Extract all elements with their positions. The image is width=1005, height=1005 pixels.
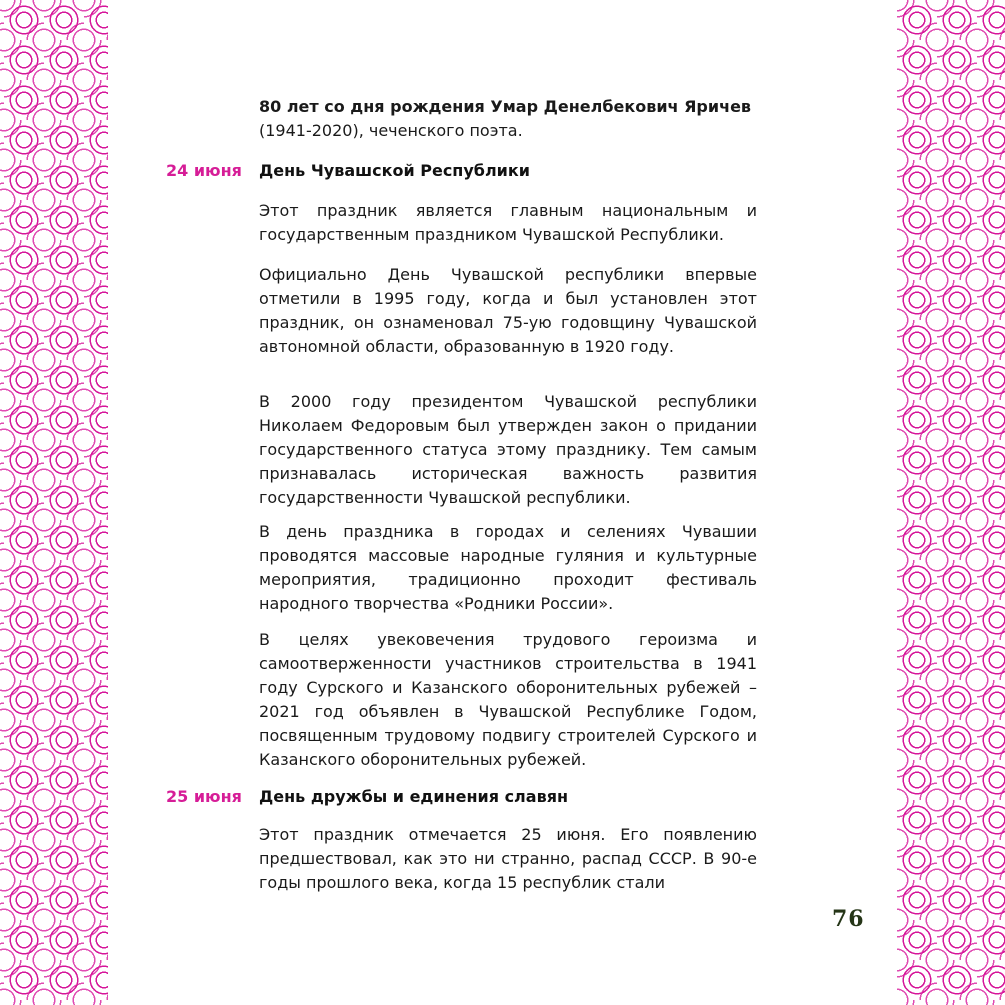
page-number: 76 (832, 906, 865, 932)
paragraph: Официально День Чувашской республики впервые отметили в 1995 году, когда и был установлен этот праздник, он ознаменовал 75-ую годовщину Чувашской автономной области, образованную в 1920 году. (259, 265, 757, 356)
decorative-border-right (897, 0, 1005, 1005)
intro-bold: 80 лет со дня рождения Умар Денелбекович Яричев (259, 97, 752, 116)
entry-title: День дружбы и единения славян (259, 787, 569, 806)
intro-paragraph (259, 95, 757, 143)
entry-title: День Чувашской Республики (259, 161, 530, 180)
entry-date: 24 июня (166, 161, 242, 180)
paragraph: В день праздника в городах и селениях Чувашии проводятся массовые народные гуляния и культурные мероприятия, традиционно проходит фестиваль народного творчества «Родники России». (259, 522, 757, 613)
paragraph: В 2000 году президентом Чувашской республики Николаем Федоровым был утвержден закон о придании государственного статуса этому празднику. Тем самым признавалась историческая важность развития государственности Чувашской республики. (259, 392, 757, 507)
decorative-border-left (0, 0, 108, 1005)
intro-rest: (1941-2020), чеченского поэта. (259, 121, 523, 140)
paragraph: Этот праздник является главным национальным и государственным праздником Чувашской Республики. (259, 201, 757, 244)
entry-date: 25 июня (166, 787, 242, 806)
paragraph: В целях увековечения трудового героизма и самоотверженности участников строительства в 1941 году Сурского и Казанского оборонительных рубежей – 2021 год объявлен в Чувашской Республике Годом, посвященным трудовому подвигу строителей Сурского и Казанского оборонительных рубежей. (259, 630, 757, 769)
page-content (108, 0, 897, 1005)
paragraph: Этот праздник отмечается 25 июня. Его появлению предшествовал, как это ни странно, распад СССР. В 90-е годы прошлого века, когда 15 республик стали (259, 825, 757, 892)
